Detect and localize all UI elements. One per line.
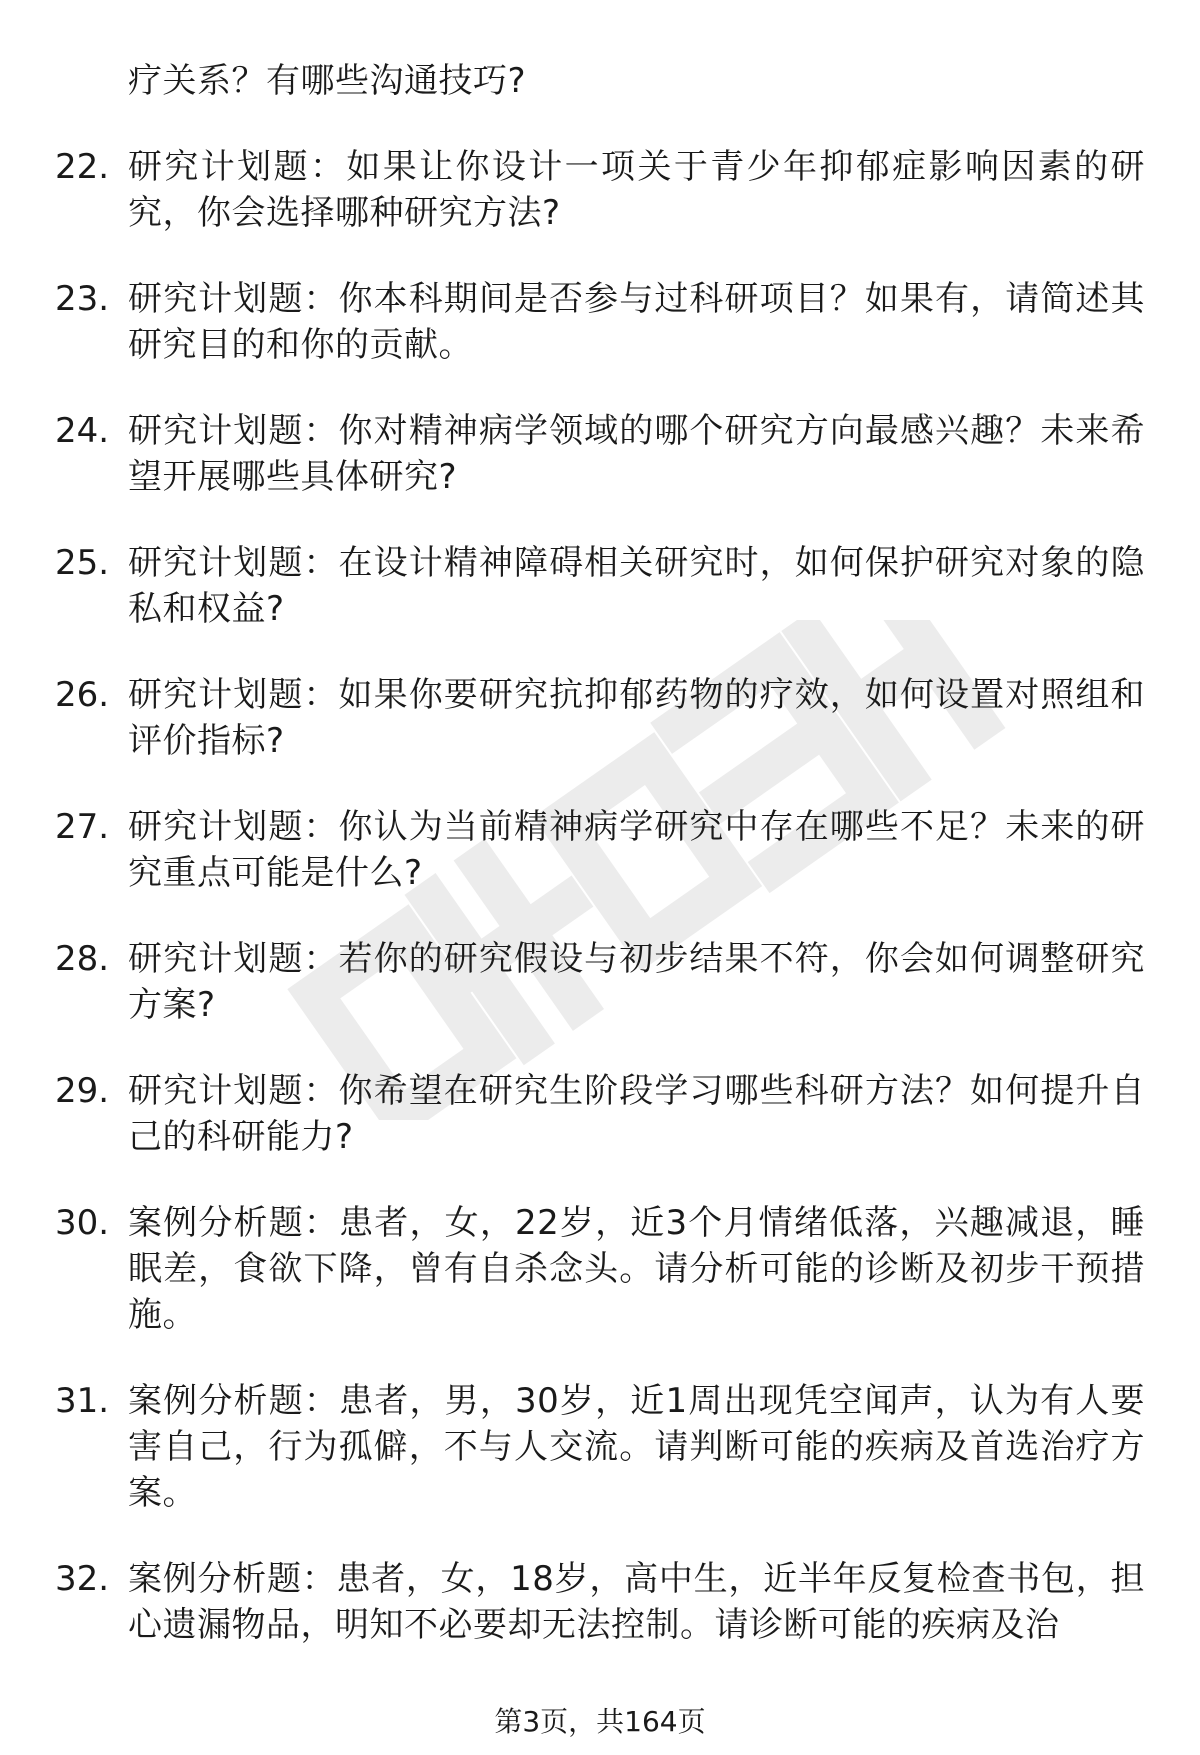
continuation-line: 疗关系？有哪些沟通技巧? (128, 61, 527, 101)
item-number: 26. (55, 675, 110, 715)
item-number: 23. (55, 279, 110, 319)
list-item (55, 936, 1145, 1028)
item-text: 研究计划题：如果你要研究抗抑郁药物的疗效，如何设置对照组和评价指标? (128, 675, 1145, 761)
list-item (55, 1378, 1145, 1516)
list-item (55, 1068, 1145, 1160)
item-text: 研究计划题：你希望在研究生阶段学习哪些科研方法？如何提升自己的科研能力? (128, 1071, 1145, 1157)
list-item (55, 1556, 1145, 1648)
item-text: 研究计划题：如果让你设计一项关于青少年抑郁症影响因素的研究，你会选择哪种研究方法? (128, 147, 1145, 233)
list-item (55, 804, 1145, 896)
list-item (55, 144, 1145, 236)
item-number: 24. (55, 411, 110, 451)
item-number: 29. (55, 1071, 110, 1111)
item-number: 22. (55, 147, 110, 187)
list-item (55, 408, 1145, 500)
item-text: 案例分析题：患者，女，18岁，高中生，近半年反复检查书包，担心遗漏物品，明知不必要却无法控制。请诊断可能的疾病及治 (128, 1559, 1145, 1645)
item-text: 案例分析题：患者，女，22岁，近3个月情绪低落，兴趣减退，睡眠差，食欲下降，曾有自杀念头。请分析可能的诊断及初步干预措施。 (128, 1203, 1145, 1335)
page-footer: 第3页，共164页 (494, 1705, 706, 1738)
list-item (55, 540, 1145, 632)
item-number: 30. (55, 1203, 110, 1243)
item-number: 25. (55, 543, 110, 583)
item-text: 案例分析题：患者，男，30岁，近1周出现凭空闻声，认为有人要害自己，行为孤僻，不与人交流。请判断可能的疾病及首选治疗方案。 (128, 1381, 1145, 1513)
item-number: 27. (55, 807, 110, 847)
item-number: 28. (55, 939, 110, 979)
list-item (55, 1200, 1145, 1338)
item-text: 研究计划题：你认为当前精神病学研究中存在哪些不足？未来的研究重点可能是什么? (128, 807, 1145, 893)
list-item (55, 276, 1145, 368)
item-text: 研究计划题：在设计精神障碍相关研究时，如何保护研究对象的隐私和权益? (128, 543, 1145, 629)
item-text: 研究计划题：你对精神病学领域的哪个研究方向最感兴趣？未来希望开展哪些具体研究? (128, 411, 1145, 497)
item-text: 研究计划题：若你的研究假设与初步结果不符，你会如何调整研究方案? (128, 939, 1145, 1025)
item-number: 31. (55, 1381, 110, 1421)
question-list (55, 58, 1145, 1648)
list-item (55, 672, 1145, 764)
item-text: 研究计划题：你本科期间是否参与过科研项目？如果有，请简述其研究目的和你的贡献。 (128, 279, 1145, 365)
item-number: 32. (55, 1559, 110, 1599)
